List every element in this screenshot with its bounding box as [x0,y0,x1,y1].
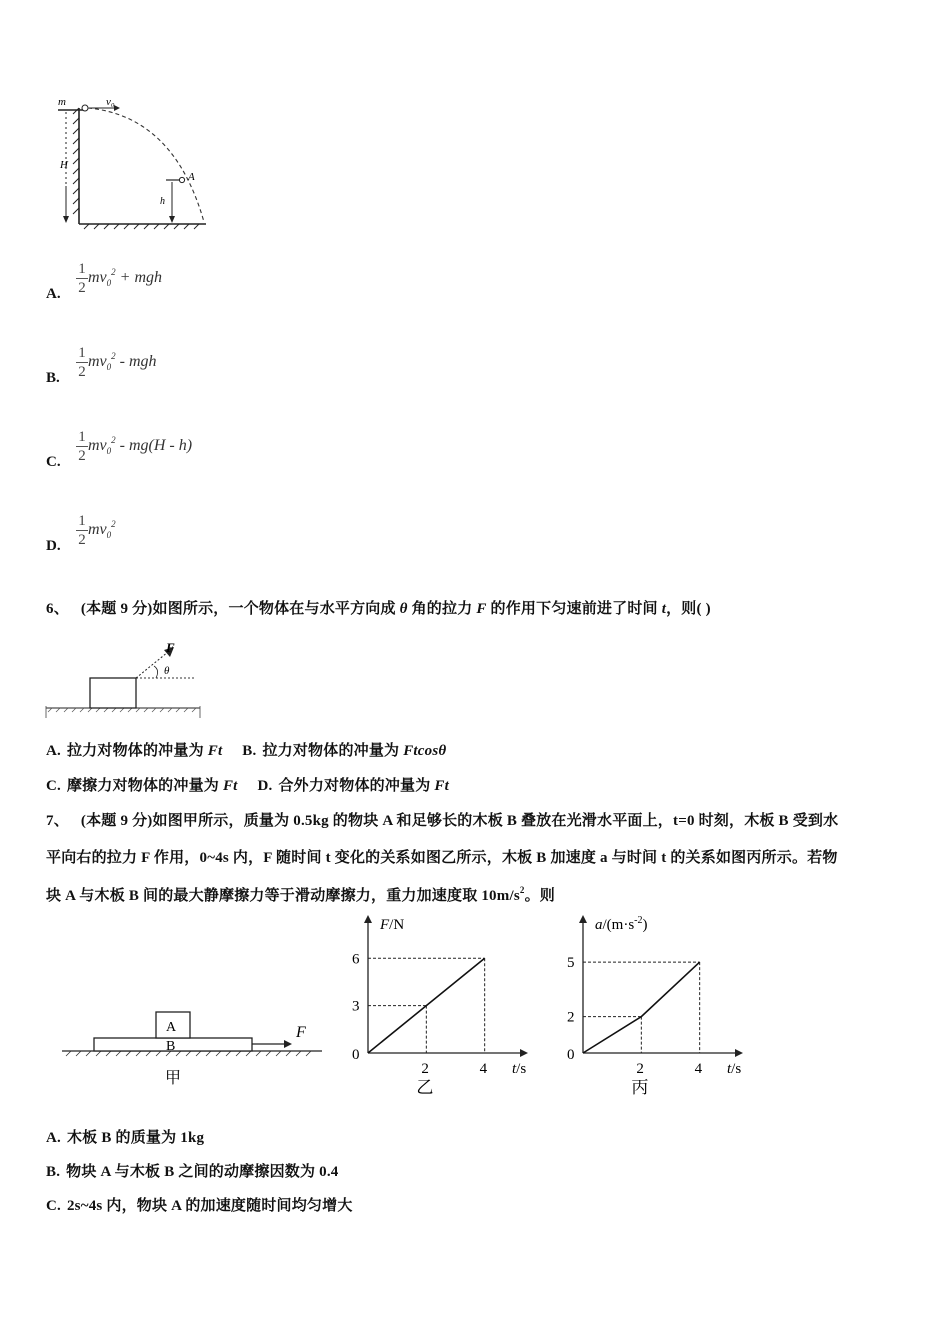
y-axis-label: $a/(m\cdot s^{-2})$ [595,915,648,933]
q7-stem-line2: 平向右的拉力 F 作用，0~4s 内，F 随时间 t 变化的关系如图乙所示，木板 B 加速度 a 与时间 t 的关系如图丙所示。若物 [46,850,838,866]
q6-option-c[interactable]: C. 摩擦力对物体的冲量为 Ft [46,778,238,794]
x-axis-arrow [735,1049,743,1057]
acceleration-time-chart [555,915,745,1100]
formula: $\frac{1}{2}$ $mv_0^2$ + mgh [76,260,162,297]
q7-option-c[interactable]: C. 2s~4s 内，物块 A 的加速度随时间均匀增大 [46,1198,353,1214]
chart-caption: 丙 [631,1078,649,1097]
stacked-blocks-diagram [60,1005,330,1095]
x-axis-arrow [520,1049,528,1057]
q7-option-a[interactable]: A. 木板 B 的质量为 1kg [46,1130,205,1146]
q6-options-row2 [46,774,449,795]
label-h: h [160,196,165,207]
y-axis-label: F/N [380,917,405,933]
option-letter: D. [46,538,61,554]
y-tick-label-1: 6 [352,951,360,968]
x-tick-label-1: 4 [479,1061,488,1077]
x-axis-label: t/s [512,1061,527,1077]
q6-option-d[interactable]: D. 合外力对物体的冲量为 Ft [257,778,449,794]
chart-caption: 乙 [416,1078,434,1097]
y-axis-arrow [364,915,372,923]
q7-option-b[interactable]: B. 物块 A 与木板 B 之间的动摩擦因数为 0.4 [46,1164,339,1180]
x-axis-label: t/s [727,1061,742,1077]
label-m: m [58,96,66,108]
label-theta: θ [164,665,170,677]
formula: $\frac{1}{2}$ $mv_0^2 - mg(H - h)$ [76,428,192,465]
label-v0: v₀ [106,96,115,108]
label-force-F: F [296,1024,306,1041]
q7-stem-line3: 块 A 与木板 B 间的最大静摩擦力等于滑动摩擦力，重力加速度取 $10m/s^2$。则 [46,885,555,904]
label-H: H [60,159,68,171]
label-board-B: B [166,1039,176,1054]
projectile-figure [54,96,214,232]
block-pull-diagram [44,640,204,720]
option-letter: A. [46,286,61,302]
fig-jia [60,1005,330,1095]
q6-option-a[interactable]: A. 拉力对物体的冲量为 Ft [46,743,223,759]
caption-jia: 甲 [165,1070,182,1087]
y-tick-label-0: 3 [352,998,360,1015]
option-letter: B. [46,370,60,386]
origin-label: 0 [567,1047,575,1063]
block-pull-figure [44,640,204,720]
label-A: A [188,171,195,183]
q7-stem-line1: 7、 (本题 9 分)如图甲所示，质量为 0.5kg 的物块 A 和足够长的木板 B 叠放在光滑水平面上，t=0 时刻，木板 B 受到水 [46,813,839,829]
chart-bing [555,915,745,1100]
q6-stem: 6、 (本题 9 分)如图所示，一个物体在与水平方向成 θ 角的拉力 F 的作用下匀速前进了时间 t，则( ) [46,601,711,617]
y-axis-arrow [579,915,587,923]
x-tick-label-1: 4 [694,1061,703,1077]
force-time-chart [340,915,530,1100]
x-tick-label-0: 2 [636,1061,644,1077]
q6-options-row1 [46,739,446,760]
projectile-diagram [54,96,214,232]
y-tick-label-1: 5 [567,955,575,972]
formula: $\frac{1}{2}$ $mv_0^2$ [76,512,116,549]
q6-option-b[interactable]: B. 拉力对物体的冲量为 Ftcosθ [242,743,447,759]
chart-yi [340,915,530,1100]
label-F: F [166,640,175,655]
origin-label: 0 [352,1047,360,1063]
formula: $\frac{1}{2}$ $mv_0^2$ - mgh [76,344,157,381]
label-block-A: A [166,1020,177,1035]
x-tick-label-0: 2 [421,1061,429,1077]
option-letter: C. [46,454,61,470]
y-tick-label-0: 2 [567,1009,575,1026]
